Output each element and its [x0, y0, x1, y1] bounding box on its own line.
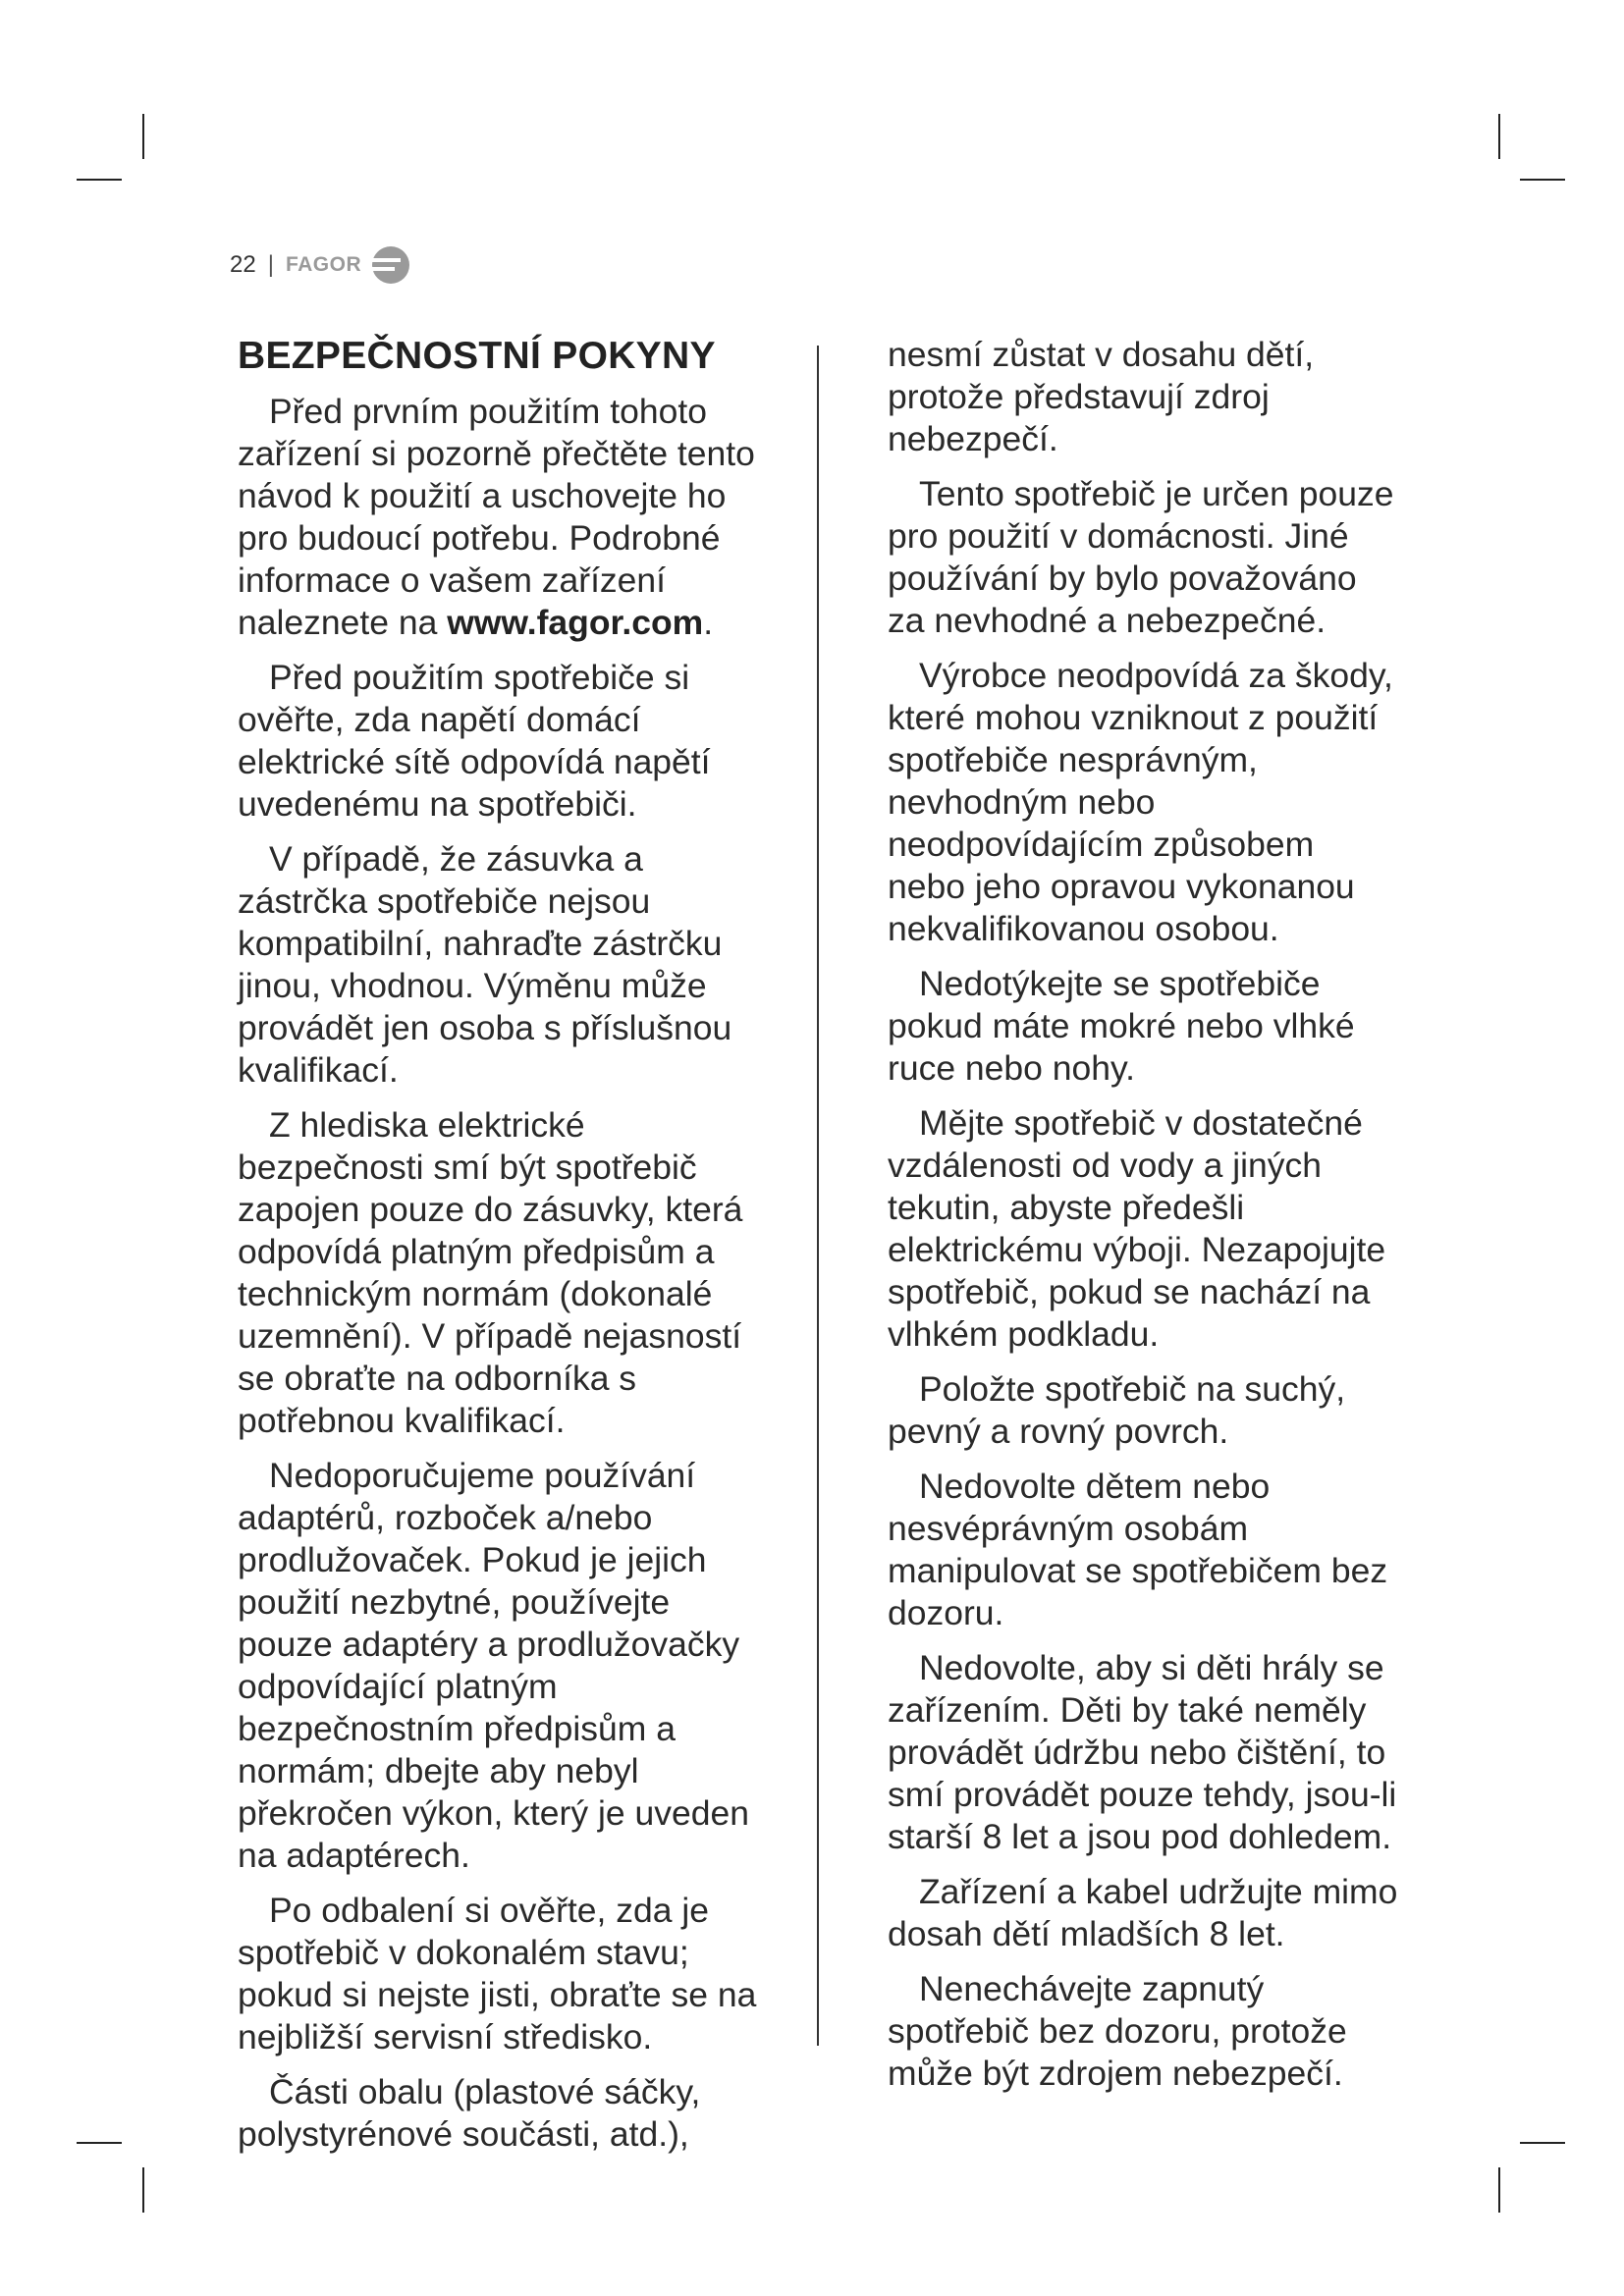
paragraph: V případě, že zásuvka a zástrčka spotřebiče nejsou kompatibilní, nahraďte zástrčku jinou, vhodnou. Výměnu může provádět jen osoba s příslušnou kvalifikací.: [238, 839, 732, 1090]
paragraph: Před použitím spotřebiče si ověřte, zda napětí domácí elektrické sítě odpovídá napětí uvedenému na spotřebiči.: [238, 658, 711, 824]
column-divider: [817, 346, 819, 2046]
crop-mark: [1520, 2142, 1565, 2144]
right-column: [888, 334, 1398, 2108]
website-link[interactable]: www.fagor.com: [447, 603, 704, 642]
paragraph: [238, 391, 764, 644]
paragraph: Nedotýkejte se spotřebiče pokud máte mokré nebo vlhké ruce nebo nohy.: [888, 964, 1355, 1088]
page-number: 22: [230, 251, 256, 278]
page-header: [230, 245, 412, 285]
section-title: BEZPEČNOSTNÍ POKYNY: [238, 335, 716, 377]
paragraph: Nedovolte, aby si děti hrály se zařízením. Děti by také neměly provádět údržbu nebo čištění, to smí provádět pouze tehdy, jsou-li starší 8 let a jsou pod dohledem.: [888, 1648, 1397, 1856]
left-column: [238, 334, 764, 2168]
paragraph-continuation: nesmí zůstat v dosahu dětí, protože představují zdroj nebezpečí.: [888, 335, 1315, 458]
crop-mark: [1520, 179, 1565, 181]
crop-mark: [1498, 114, 1500, 159]
paragraph: Nedovolte dětem nebo nesvéprávným osobám manipulovat se spotřebičem bez dozoru.: [888, 1467, 1388, 1632]
paragraph: Nedoporučujeme používání adaptérů, rozboček a/nebo prodlužovaček. Pokud je jejich použití nezbytné, používejte pouze adaptéry a prodlužovačky odpovídající platným bezpečnostním předpisům a normám; dbejte aby nebyl překročen výkon, který je uveden na adaptérech.: [238, 1456, 749, 1875]
paragraph: Části obalu (plastové sáčky, polystyrénové součásti, atd.),: [238, 2072, 701, 2154]
header-separator: |: [267, 251, 274, 278]
crop-mark: [77, 2142, 122, 2144]
crop-mark: [142, 2167, 144, 2213]
crop-mark: [77, 179, 122, 181]
paragraph-text: .: [703, 603, 714, 642]
paragraph: Zařízení a kabel udržujte mimo dosah dětí mladších 8 let.: [888, 1872, 1398, 1953]
crop-mark: [1498, 2167, 1500, 2213]
paragraph: Mějte spotřebič v dostatečné vzdálenosti od vody a jiných tekutin, abyste předešli elektrickému výboji. Nezapojujte spotřebič, pokud se nachází na vlhkém podkladu.: [888, 1103, 1386, 1354]
brand-logo-icon: [369, 245, 412, 285]
brand-logo-text: FAGOR: [285, 253, 362, 276]
paragraph: Tento spotřebič je určen pouze pro použití v domácnosti. Jiné používání by bylo považováno za nevhodné a nebezpečné.: [888, 474, 1394, 640]
paragraph: Výrobce neodpovídá za škody, které mohou vzniknout z použití spotřebiče nesprávným, nevhodným nebo neodpovídajícím způsobem nebo jeho opravou vykonanou nekvalifikovanou osobou.: [888, 656, 1393, 948]
paragraph-text: Před prvním použitím tohoto zařízení si pozorně přečtěte tento návod k použití a uschovejte ho pro budoucí potřebu. Podrobné informace o vašem zařízení naleznete na: [238, 392, 755, 642]
paragraph: Z hlediska elektrické bezpečnosti smí být spotřebič zapojen pouze do zásuvky, která odpovídá platným předpisům a technickým normám (dokonalé uzemnění). V případě nejasností se obraťte na odborníka s potřebnou kvalifikací.: [238, 1105, 743, 1440]
paragraph: Nenechávejte zapnutý spotřebič bez dozoru, protože může být zdrojem nebezpečí.: [888, 1969, 1347, 2093]
paragraph: Po odbalení si ověřte, zda je spotřebič v dokonalém stavu; pokud si nejste jisti, obraťte se na nejbližší servisní středisko.: [238, 1891, 757, 2056]
crop-mark: [142, 114, 144, 159]
paragraph: Položte spotřebič na suchý, pevný a rovný povrch.: [888, 1369, 1346, 1451]
